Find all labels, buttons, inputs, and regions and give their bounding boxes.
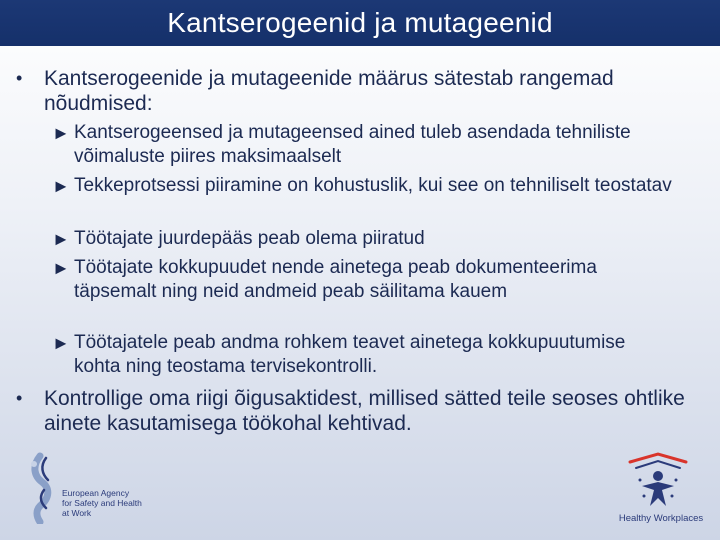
healthy-workplaces-logo-text: Healthy Workplaces bbox=[618, 513, 704, 524]
eu-osha-logo-text: European Agency for Safety and Health at Work bbox=[62, 488, 142, 518]
sub-bullet-item bbox=[52, 331, 674, 379]
sub-bullet-text: Töötajatele peab andma rohkem teavet ainetega kokkupuutumise kohta ning teostama tervisekontrolli. bbox=[74, 332, 626, 377]
bullet-item bbox=[16, 66, 694, 116]
arrow-marker-icon: ► bbox=[52, 258, 70, 278]
bullet-item bbox=[16, 386, 694, 436]
bullet-marker: • bbox=[16, 388, 23, 408]
sub-bullet-item bbox=[52, 174, 674, 198]
sub-bullet-text: Töötajate kokkupuudet nende ainetega peab dokumenteerima täpsemalt ning neid andmeid peab säilitama kauem bbox=[74, 257, 597, 302]
arrow-marker-icon: ► bbox=[52, 123, 70, 143]
bullet-text: Kontrollige oma riigi õigusaktidest, millised sätted teile seoses ohtlike ainete kasutamisega töökohal kehtivad. bbox=[44, 387, 685, 435]
arrow-marker-icon: ► bbox=[52, 176, 70, 196]
sub-bullet-text: Kantserogeensed ja mutageensed ained tuleb asendada tehniliste võimaluste piires maksimaalselt bbox=[74, 122, 631, 167]
sub-bullet-item bbox=[52, 227, 674, 251]
sub-bullet-text: Tekkeprotsessi piiramine on kohustuslik, kui see on tehniliselt teostatav bbox=[74, 175, 672, 196]
sub-bullet-text: Töötajate juurdepääs peab olema piiratud bbox=[74, 228, 425, 249]
slide-title: Kantserogeenid ja mutageenid bbox=[167, 7, 553, 38]
arrow-marker-icon: ► bbox=[52, 333, 70, 353]
sub-bullet-item bbox=[52, 121, 674, 169]
sub-bullet-item bbox=[52, 256, 674, 304]
healthy-workplaces-logo-icon bbox=[618, 452, 698, 522]
bullet-marker: • bbox=[16, 68, 23, 88]
arrow-marker-icon: ► bbox=[52, 229, 70, 249]
bullet-text: Kantserogeenide ja mutageenide määrus sätestab rangemad nõudmised: bbox=[44, 67, 614, 115]
title-bar bbox=[0, 0, 720, 46]
